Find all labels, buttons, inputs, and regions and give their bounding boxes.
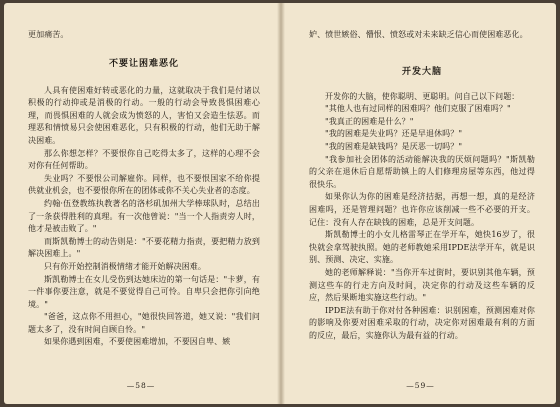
paragraph: 那么你想怎样？不要恨你自己吃得太多了，这样的心理不会对你有任何帮助。 — [28, 148, 260, 171]
paragraph: "我的困难是缺钱吗？是厌恶一切吗？" — [325, 141, 463, 151]
paragraph: 如果你认为你的困难是经济拮据，再想一想，真的是经济困难吗，还是管理问题？也许你应该削减一些不必要的开支。记住：没有人存在缺钱的困难，总是开支问题。 — [309, 192, 535, 227]
paragraph: 她的老师解释说："当你开车过街时，要识别其他车辆，预测这些车的行走方向及时间，决定你的行动及这些车辆的反应，然后果断地实施这些行动。" — [309, 267, 535, 303]
book-gutter — [277, 3, 285, 404]
paragraph: 如果你遇到困难，不要使困难增加，不要因自卑、嫉 — [44, 337, 231, 347]
paragraph: 人具有使困难好转或恶化的力量，这就取决于我们是付诸以积极的行动抑或是消极的行动。一般的行动会导致畏惧困难心理，而畏惧困难的人就会成为愤怒的人，害怕又会造生怯恶。而理恶和情愤易只会使困难恶化，只有积极的行动，他们无助于解决困难。 — [28, 85, 260, 145]
paragraph: 而斯凯勒博士的动告则是："不要花精力指责，要把精力放到解决困难上。" — [28, 236, 260, 259]
paragraph: "我真正的困难是什么？" — [325, 116, 414, 126]
right-page-text — [309, 29, 535, 342]
paragraph: 只有你开始控制消极情绪才能开始解决困难。 — [44, 261, 206, 271]
right-page-top-fragment: 妒、愤世嫉俗、懵恨、愤怒或对未来缺乏信心而使困难恶化。 — [309, 30, 528, 39]
book-spread — [4, 3, 556, 404]
right-page-heading: 开发大脑 — [401, 66, 442, 77]
left-page-heading: 不要让困难恶化 — [108, 58, 179, 69]
paragraph: 失业吗？不要恨公司解雇你。同样，也不要恨国家不给你提供就业机会，也不要恨你所在的团体或你不关心失业者的态度。 — [28, 173, 260, 196]
paragraph: 约翰·伍登教练执教著名的洛杉矶加州大学棒球队时，总结出了一条获得胜利的真理。有一次他曾说："当一个人指责旁人时，他才是被击败了。" — [28, 198, 260, 234]
paragraph: IPDE法有助于你对付各种困难：识别困难，预测困难对你的影响及你要对困难采取的行动，决定你对困难最有利的方面的反应，最后，实施你认为最有益的行动。 — [309, 305, 535, 340]
left-page-text — [28, 29, 260, 349]
left-page — [4, 3, 278, 404]
paragraph: "爸爸，这点你不用担心，"她很快回答道，她又说："我们问题太多了，没有时间自顾自怜。" — [28, 312, 260, 334]
left-page-number: —58— — [126, 381, 156, 390]
paragraph: "我的困难是失业吗？还是早退休吗？" — [325, 129, 463, 139]
left-page-top-fragment: 更加痛苦。 — [28, 30, 69, 39]
paragraph: 开发你的大脑，使你聪明、更聪明。问自己以下问题： — [325, 91, 520, 101]
paragraph: 斯凯勒博士在女儿受伤到达她床边的第一句话是："卡萝，有一件事你要注意，就是不要觉得自己可怜。自卑只会把你引向绝境。" — [28, 274, 260, 309]
paragraph: "我参加社会团体的活动能解决我的厌烦问题吗？"斯凯勒的父亲在退休后自愿帮助镇上的人们修理房屋等东西，他过得很快乐。 — [309, 154, 535, 189]
right-page-number: —59— — [406, 381, 435, 390]
paragraph: "其他人也有过同样的困难吗？他们克服了困难吗？" — [325, 104, 511, 114]
right-page — [285, 3, 556, 404]
paragraph: 斯凯勒博士的小女儿格雷琴正在学开车，她快16岁了，很快就会拿驾驶执照。她的老师教她采用IPDE法学开车，就是识别、预测、决定、实施。 — [309, 230, 535, 265]
